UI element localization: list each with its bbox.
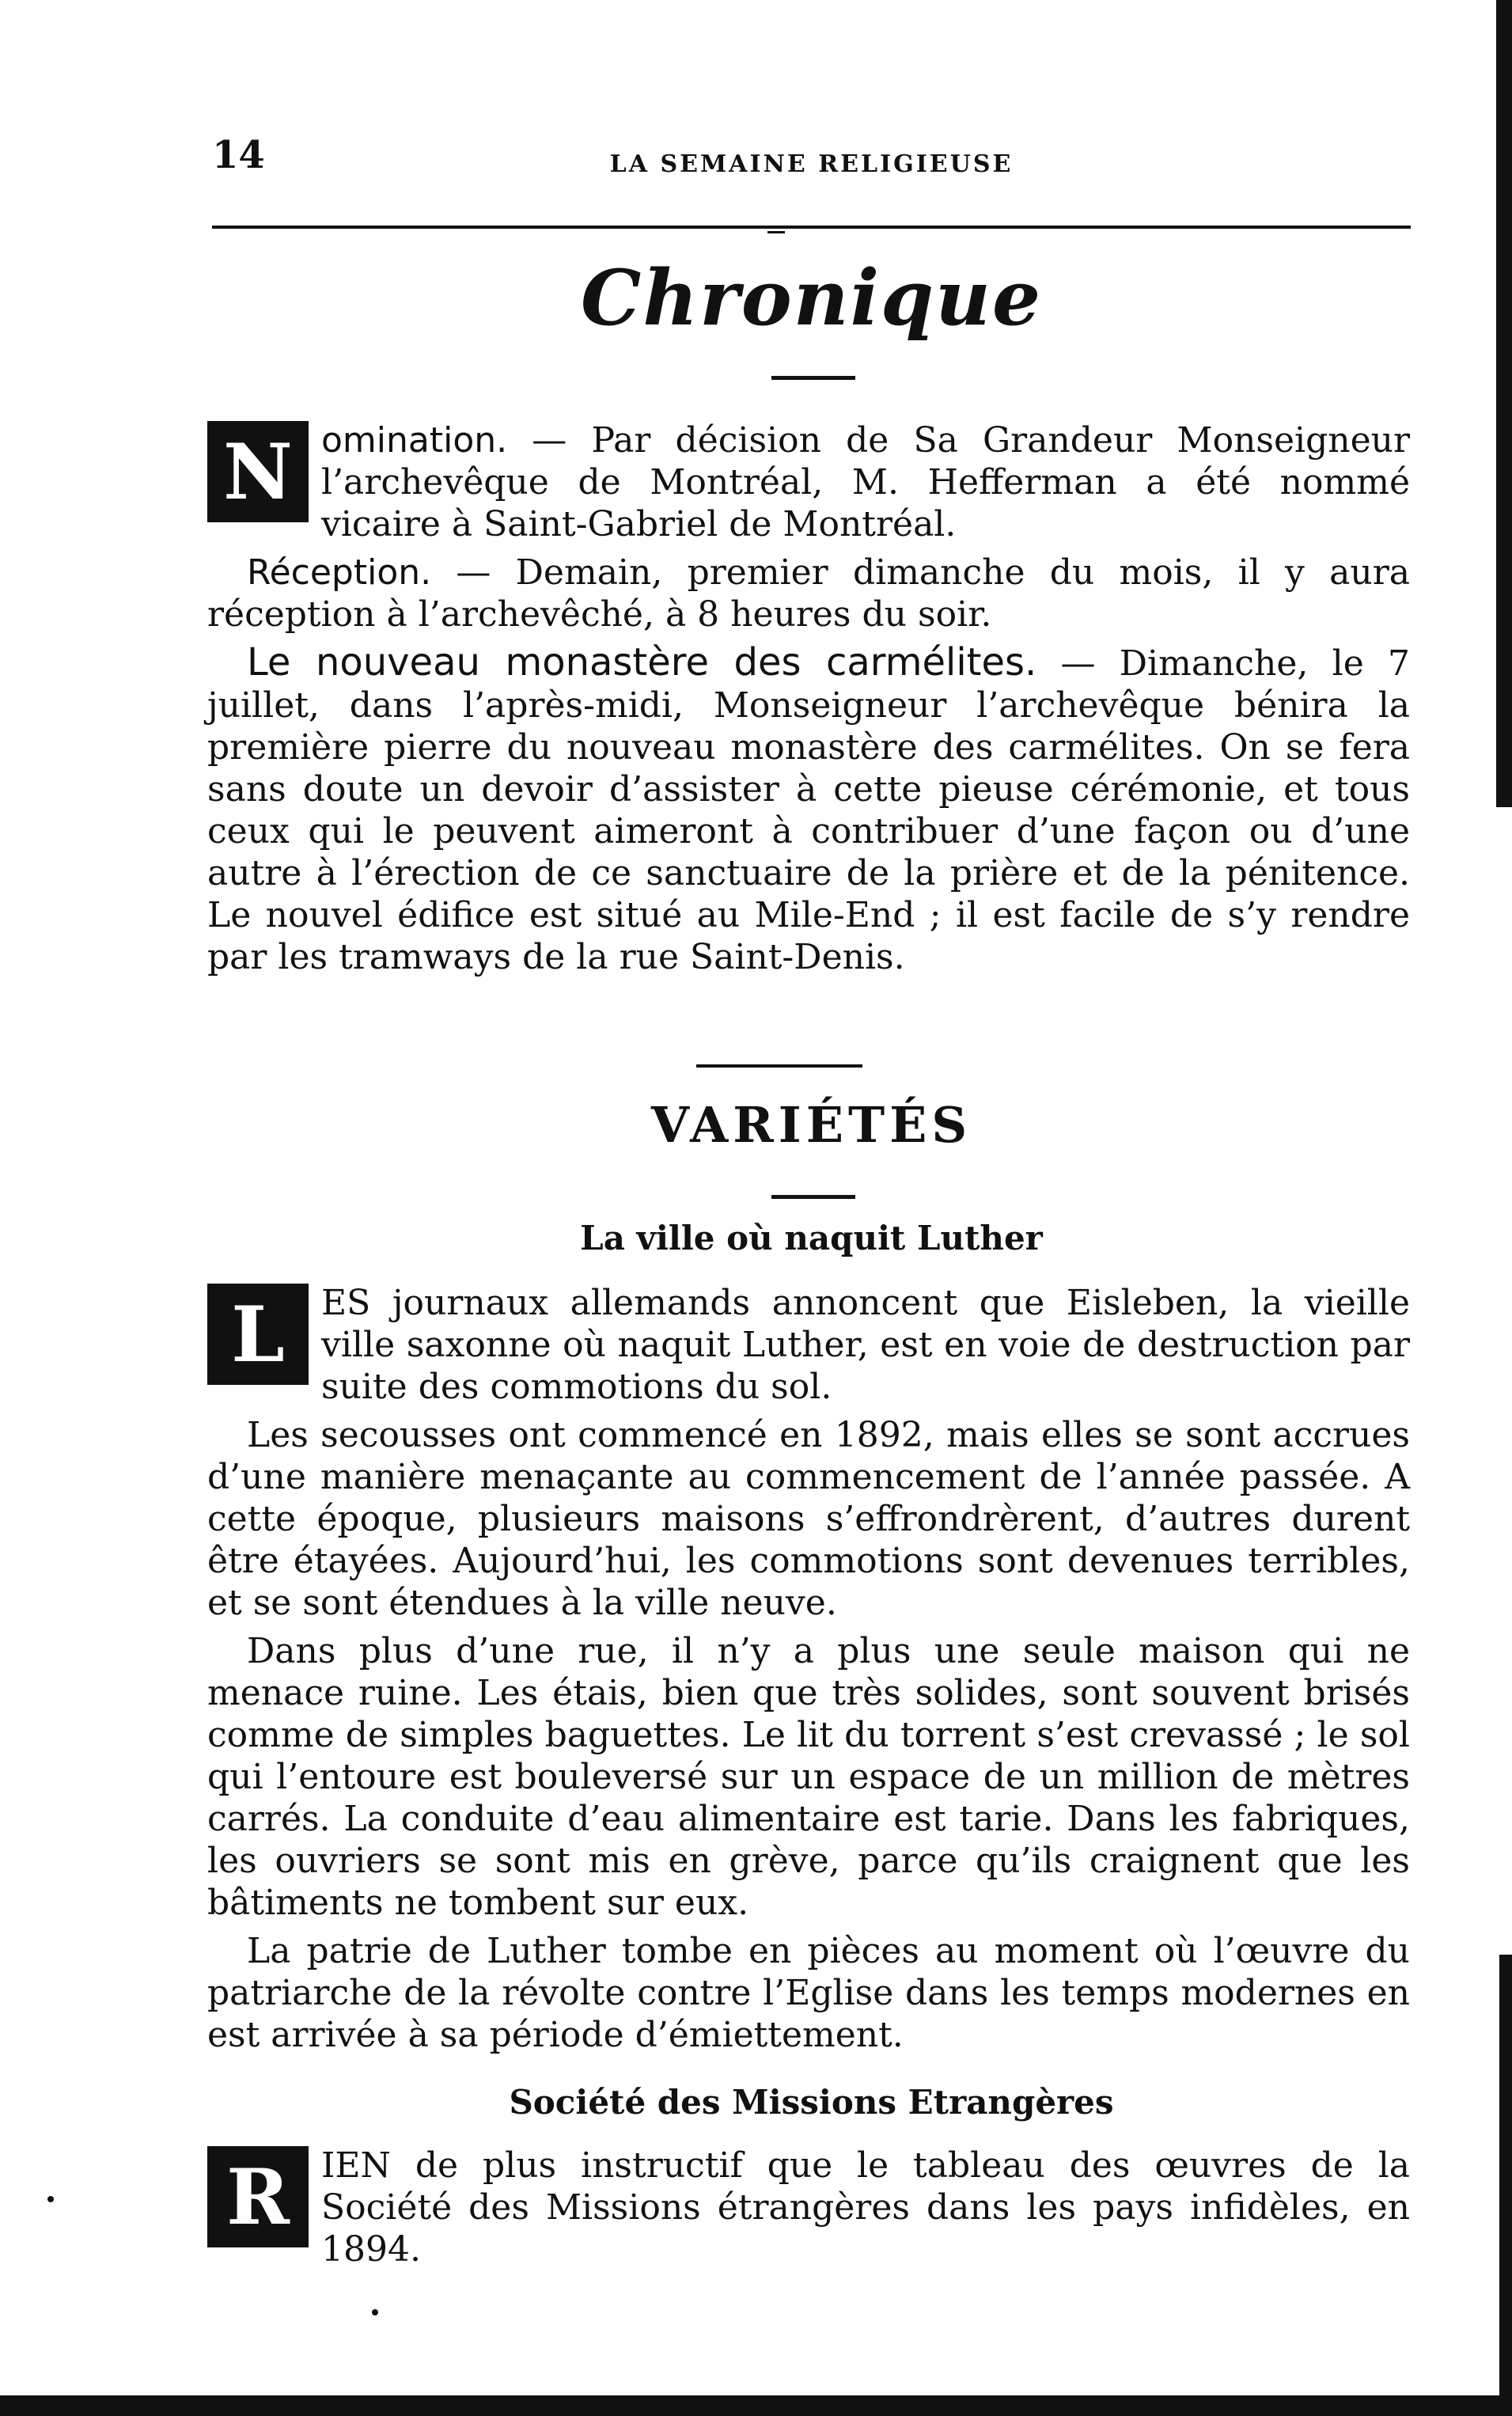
dropcap-r: R: [207, 2146, 309, 2247]
reception-item: [207, 552, 1410, 635]
chronique-body: [207, 419, 1410, 984]
luther-first-text: ES journaux allemands annoncent que Eisleben, la vieille ville saxonne où naquit Luther, est en voie de destruction par suite des commotions du sol.: [321, 1283, 1410, 1407]
nomination-item: [207, 419, 1410, 545]
monastere-item: [207, 642, 1410, 978]
reception-text: — Demain, premier dimanche du mois, il y aura réception à l’archevêché, à 8 heures du soir.: [207, 552, 1410, 635]
missions-subtitle: Société des Missions Etrangères: [509, 2083, 1114, 2122]
running-head: LA SEMAINE RELIGIEUSE: [609, 150, 1014, 178]
varietes-title: VARIÉTÉS: [650, 1096, 972, 1154]
missions-first-para: [207, 2145, 1410, 2270]
luther-subtitle: La ville où naquit Luther: [580, 1219, 1043, 1257]
scan-edge-bottom: [1499, 1955, 1512, 2416]
scan-bottom-edge: [0, 2395, 1512, 2416]
luther-article: [207, 1282, 1410, 2062]
luther-para-2: Dans plus d’une rue, il n’y a plus une seule maison qui ne menace ruine. Les étais, bien que très solides, sont souvent brisés comme de simples baguettes. Le lit du torrent s’est crevassé ; le sol qui l’entoure est bouleversé sur un espace de un million de mètres carrés. La conduite d’eau alimentaire est tarie. Dans les fabriques, les ouvriers se sont mis en grève, parce qu’ils craignent que les bâtiments ne tombent sur eux.: [207, 1631, 1410, 1923]
header-tick: [767, 231, 785, 233]
page-number: 14: [212, 133, 265, 177]
nomination-text: — Par décision de Sa Grandeur Monseigneur l’archevêque de Montréal, M. Hefferman a été nommé vicaire à Saint-Gabriel de Montréal.: [321, 420, 1410, 544]
header-rule: [212, 226, 1411, 229]
varietes-rule: [771, 1195, 855, 1199]
luther-para-1: Les secousses ont commencé en 1892, mais elles se sont accrues d’une manière menaçante au commencement de l’année passée. A cette époque, plusieurs maisons s’effrondrèrent, d’autres durent être étayées. Aujourd’hui, les commotions sont devenues terribles, et se sont étendues à la ville neuve.: [207, 1415, 1410, 1623]
chronique-rule: [771, 376, 855, 380]
page-header: [212, 133, 1411, 188]
section-separator: [696, 1064, 862, 1068]
dropcap-n: N: [207, 421, 309, 522]
reception-lead: Réception.: [247, 552, 432, 593]
monastere-lead: Le nouveau monastère des carmélites.: [247, 640, 1037, 685]
dropcap-l: L: [207, 1284, 309, 1385]
luther-para-3: La patrie de Luther tombe en pièces au moment où l’œuvre du patriarche de la révolte contre l’Eglise dans les temps modernes en est arrivée à sa période d’émiettement.: [207, 1931, 1410, 2055]
missions-first-text: IEN de plus instructif que le tableau des œuvres de la Société des Missions étrangères dans les pays infidèles, en 1894.: [321, 2145, 1410, 2270]
monastere-text: — Dimanche, le 7 juillet, dans l’après-midi, Monseigneur l’archevêque bénira la première pierre du nouveau monastère des carmélites. On se fera sans doute un devoir d’assister à cette pieuse cérémonie, et tous ceux qui le peuvent aimeront à contribuer d’une façon ou d’une autre à l’érection de ce sanctuaire de la prière et de la pénitence. Le nouvel édifice est situé au Mile-End ; il est facile de s’y rendre par les tramways de la rue Saint-Denis.: [207, 643, 1410, 977]
scan-edge-top: [1496, 0, 1512, 807]
luther-first-para: [207, 1282, 1410, 1408]
missions-article: [207, 2145, 1410, 2277]
scan-speck: [372, 2309, 378, 2315]
nomination-lead: omination.: [321, 420, 508, 461]
chronique-title: Chronique: [580, 253, 1043, 343]
scan-speck: [47, 2196, 54, 2202]
